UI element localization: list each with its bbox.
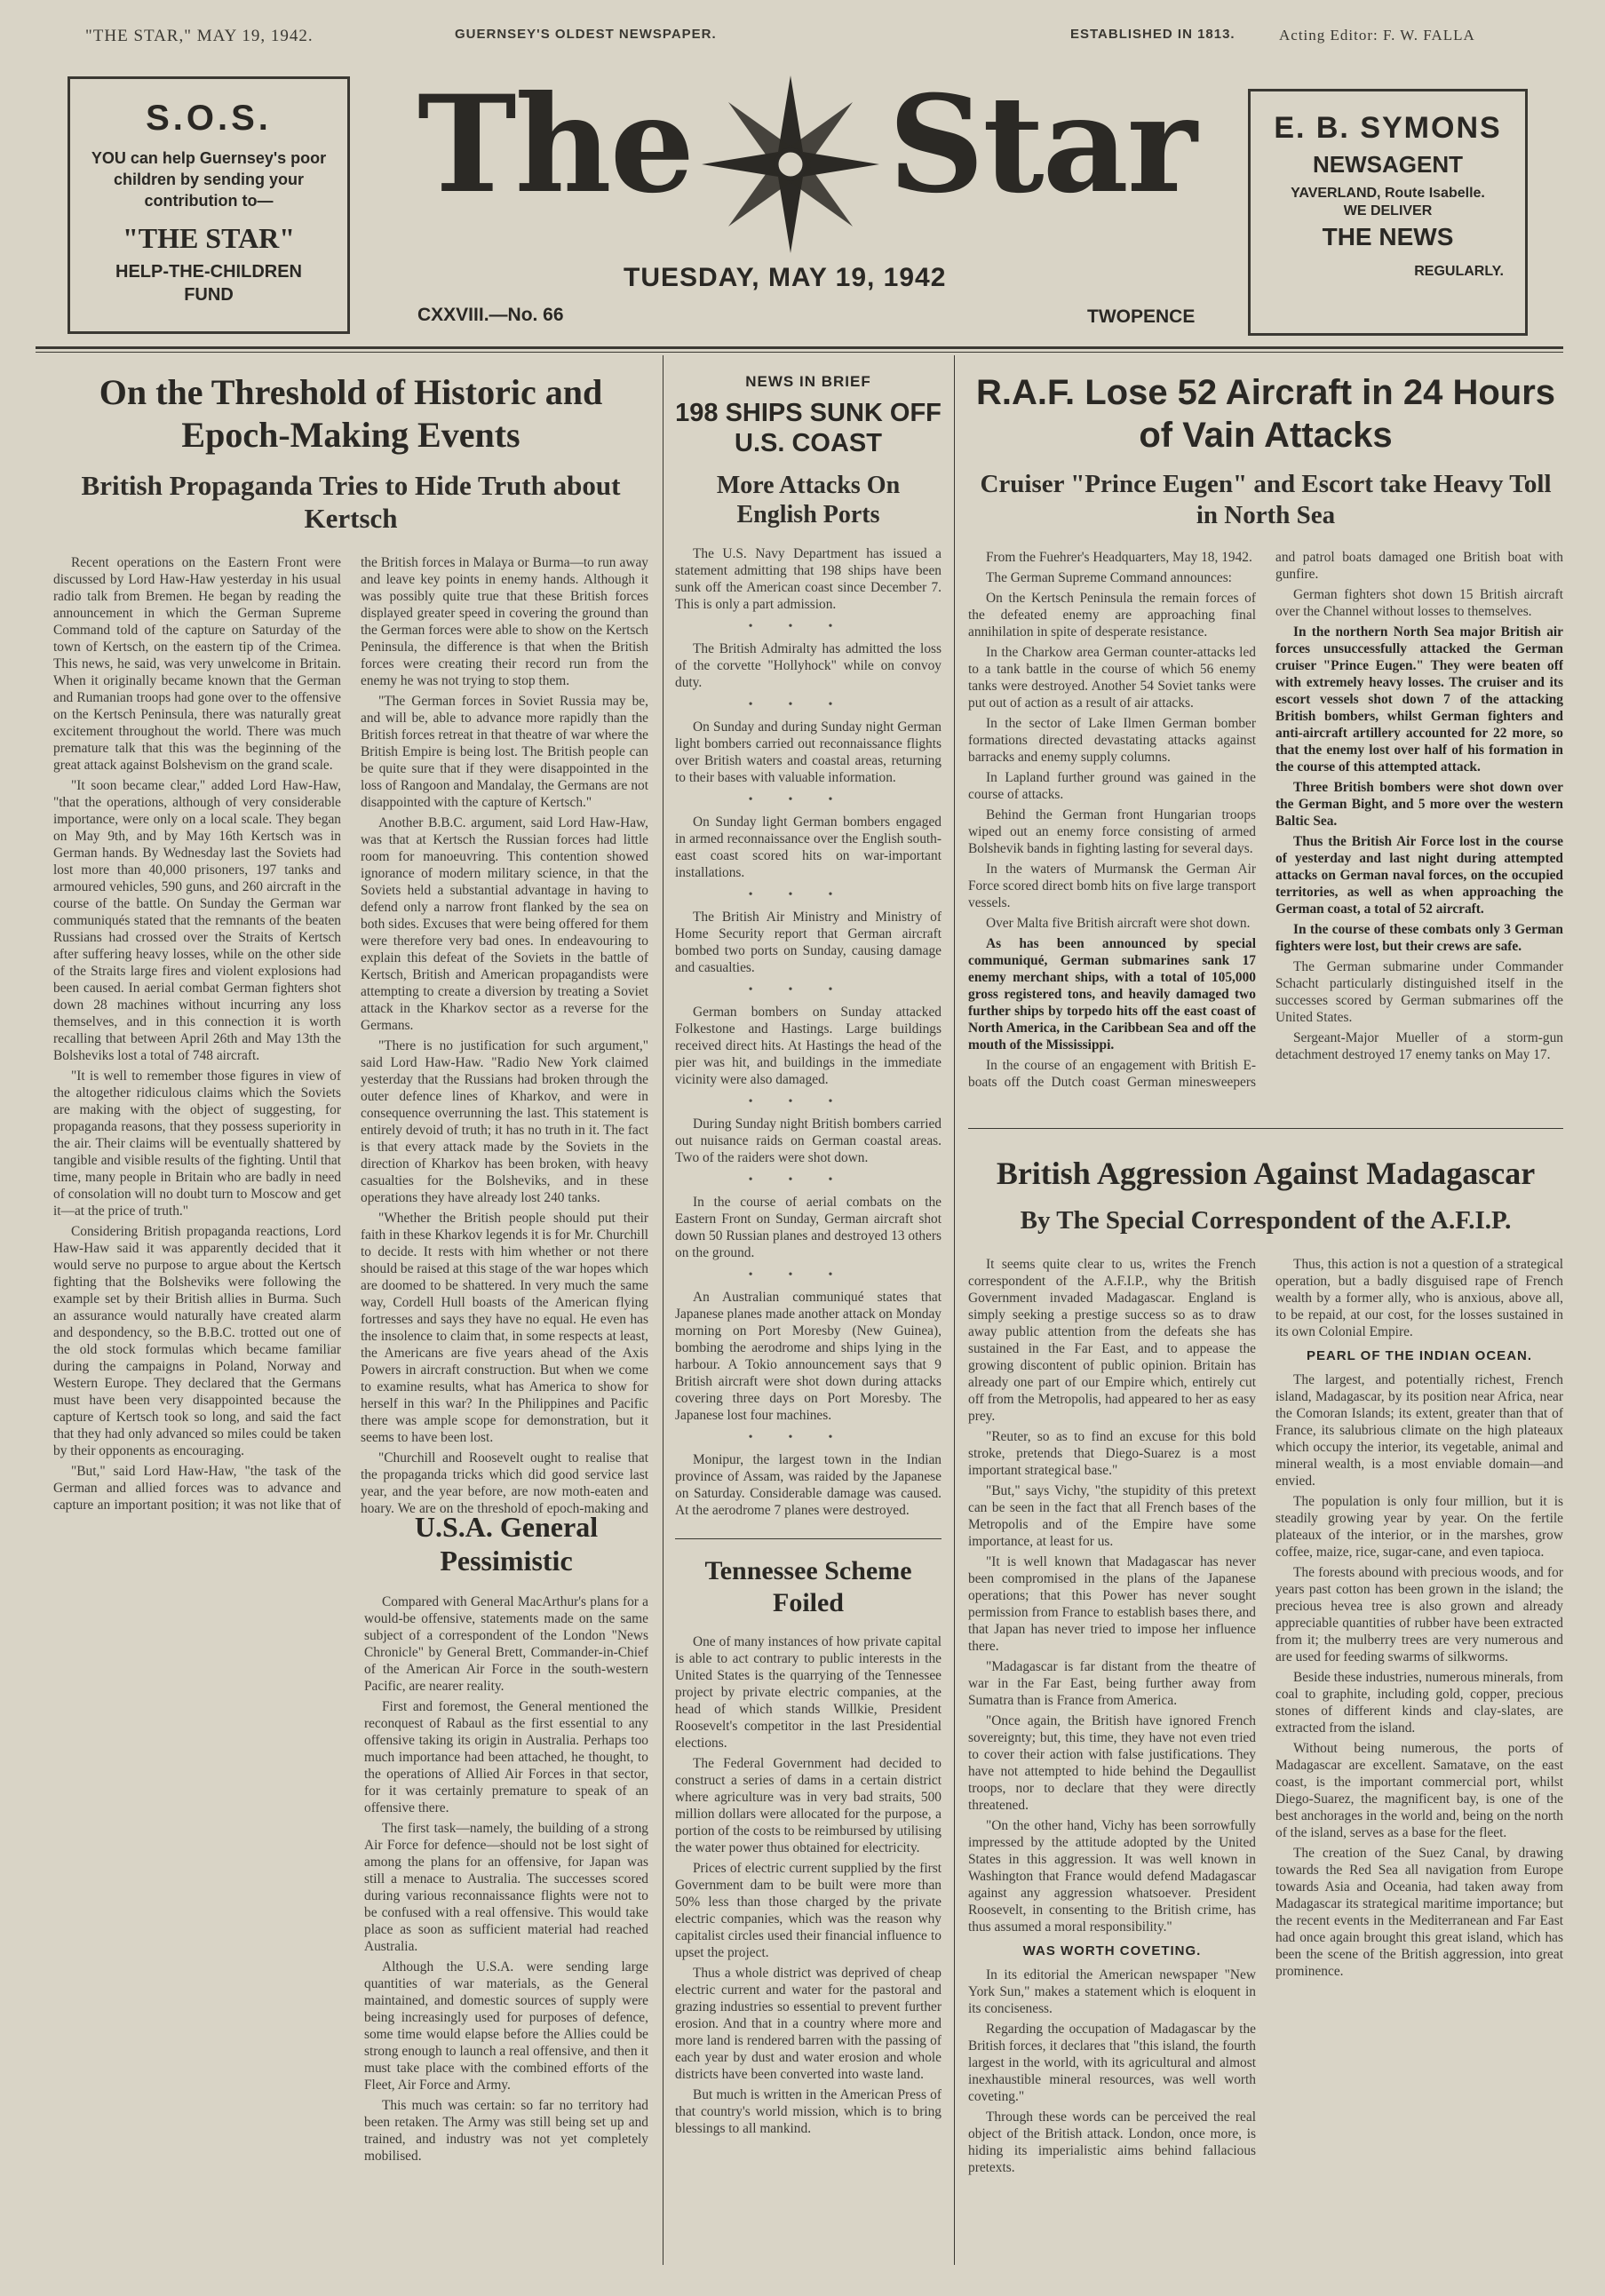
raf-paragraph: The German submarine under Commander Schacht particularly distinguished itself in the successes scored by German submarines off the United States. <box>1275 959 1563 1025</box>
usa-paragraph: Although the U.S.A. were sending large quantities of war materials, as the General maintained, and domestic sources of supply were being increasingly used for purposes of defence, some time would elapse before the Allies could be strong enough to launch a real offensive, and then it must take place with the combined efforts of the Fleet, Air Force and Army. <box>364 1959 648 2093</box>
sos-box <box>68 76 350 334</box>
threshold-paragraph: "Whether the British people should put their faith in these Kharkov legends it is for Mr. Churchill to decide. It rests with him whether or not there should be raised at this stage of the war hopes which are doomed to be shattered. In very much the same way, Cordell Hull boasts of the American flying fortresses and says they have no equal. He even has the insolence to claim that, in some respects at least, the Americans are five years ahead of the Axis Powers in aircraft construction. But when we come to examine results, what has America to show for herself in this war? In the Philippines and Pacific there was ample scope for demonstration, but it seems to have been lost. <box>361 1211 648 1445</box>
masthead-rule-thin <box>36 352 1563 353</box>
usa-paragraph: This much was certain: so far no territory had been retaken. The Army was still being set up and trained, and industry was not yet completely mobilised. <box>364 2098 648 2164</box>
madagascar-paragraph: Thus, this action is not a question of a strategical operation, but a badly disguised rape of French wealth by a former ally, who is anxious, above all, to be repaid, at our cost, for the losses sustained in its own Colonial Empire. <box>1275 1257 1563 1339</box>
threshold-paragraph: "The German forces in Soviet Russia may be, and will be, able to advance more rapidly than the British forces retreat in that theatre of war where the British Empire is being lost. The British people can be quite sure that if they were disappointed in the loss of Rangoon and Mandalay, the Germans are not disappointed with the capture of Kertsch." <box>361 694 648 810</box>
raf-body <box>968 549 1563 1100</box>
madagascar-body <box>968 1256 1563 2189</box>
issue-price: TWOPENCE <box>1087 306 1196 327</box>
threshold-body <box>53 554 648 1522</box>
raf-paragraph: German fighters shot down 15 British aircraft over the Channel without losses to themselves. <box>1275 587 1563 619</box>
madagascar-paragraph: Beside these industries, numerous minerals, from coal to graphite, including gold, copper, precious stones of different kinds and clay-slates, are extracted from the island. <box>1275 1670 1563 1736</box>
sos-text: YOU can help Guernsey's poor children by sending your contribution to— <box>91 149 327 210</box>
brief-item: An Australian communiqué states that Japanese planes made another attack on Monday morning on Port Moresby (New Guinea), bombing the aerodrome and ships lying in the harbour. A Tokio announcement says that 9 British aircraft were shot down during attacks covering three days on Port Moresby. The Japanese lost four machines. <box>675 1290 942 1423</box>
tennessee-paragraph: The Federal Government had decided to construct a series of dams in a certain district where agriculture was in very bad straits, 500 million dollars were allocated for the purpose, a portion of the costs to be reimbursed by utilising the water power thus obtained for electricity. <box>675 1756 942 1855</box>
topline-established: ESTABLISHED IN 1813. <box>1070 27 1236 42</box>
pearl-heading: PEARL OF THE INDIAN OCEAN. <box>1306 1348 1533 1363</box>
masthead-the: The <box>417 67 694 223</box>
raf-paragraph: On the Kertsch Peninsula the remain forces of the defeated enemy are approaching final annihilation in spite of desperate resistance. <box>968 591 1256 640</box>
tennessee-paragraph: Thus a whole district was deprived of cheap electric current and water for the pastoral and grazing industries so essential to prevent further erosion. And that in a country where more and more land is rendered barren with the passing of each year by dust and water erosion and whole districts have been converted into waste land. <box>675 1966 942 2082</box>
separator-dots: ••• <box>748 698 869 711</box>
brief-item: On Sunday and during Sunday night German light bombers carried out reconnaissance flights over British waters and coastal areas, returning to their bases with valuable information. <box>675 719 942 785</box>
raf-paragraph: In Lapland further ground was gained in the course of attacks. <box>968 770 1256 802</box>
topline-date: "THE STAR," MAY 19, 1942. <box>85 27 314 45</box>
compass-star-icon <box>688 71 893 258</box>
madagascar-paragraph: "On the other hand, Vichy has been sorrowfully impressed by the attitude adopted by the United States in this aggression. It was well known in Washington that France would defend Madagascar against any aggression whatsoever. President Roosevelt, in consenting to the British crime, has thus assumed a moral responsibility." <box>968 1818 1256 1935</box>
usa-headline: U.S.A. General Pessimistic <box>414 1511 599 1577</box>
masthead-rule <box>36 346 1563 349</box>
threshold-paragraph: Recent operations on the Eastern Front were discussed by Lord Haw-Haw yesterday in his usual radio talk from Bremen. He began by reading the announcement in which the German Supreme Command told of the capture on Saturday of the town of Kertsch, on the eastern tip of the Crimea. This news, he said, was very unwelcome in Britain. When it originally became known that the German and Rumanian troops had gone over to the offensive on the Kertsch Peninsula, there was naturally great excitement throughout the world. There was much premature talk that this was the beginning of the great attack against Bolshevism on the grand scale. <box>53 555 341 773</box>
madagascar-paragraph: Through these words can be perceived the real object of the British attack. London, once more, is hiding its imperialistic aims behind fallacious pretexts. <box>968 2109 1256 2175</box>
tennessee-body <box>675 1633 942 2137</box>
threshold-headline: On the Threshold of Historic and Epoch-Making Events <box>99 372 603 455</box>
madagascar-paragraph: "But," says Vichy, "the stupidity of this pretext can be seen in the fact that all French bases of the Metropolis and of the Empire have some importance, at least for us. <box>968 1483 1256 1549</box>
topline-slogan: GUERNSEY'S OLDEST NEWSPAPER. <box>455 27 717 42</box>
brief-headline: 198 SHIPS SUNK OFF U.S. COAST <box>675 399 942 457</box>
raf-paragraph: Sergeant-Major Mueller of a storm-gun detachment destroyed 17 enemy tanks on May 17. <box>1275 1030 1563 1062</box>
raf-headline: R.A.F. Lose 52 Aircraft in 24 Hours of Vain Attacks <box>975 373 1556 455</box>
threshold-paragraph: Considering British propaganda reactions, Lord Haw-Haw said it was apparently decided that it would serve no purpose to argue about the Kertsch fighting that the Bolsheviks were following the example set by their British allies in Burma. Such an assurance would naturally have created alarm and despondency, so the B.B.C. trotted out one of the old stock formulas which became familiar during the campaigns in Poland, Norway and Western Europe. They declared that the Germans must have been very disappointed because the capture of Kertsch took so long, and said the fact that they had only advanced so miles could be taken by their opponents as encouraging. <box>53 1224 341 1458</box>
raf-subhead: Cruiser "Prince Eugen" and Escort take Heavy Toll in North Sea <box>980 470 1552 529</box>
separator-dots: ••• <box>748 620 869 633</box>
brief-item: The U.S. Navy Department has issued a statement admitting that 198 ships have been sunk off the American coast since December 7. This is only a part admission. <box>675 546 942 612</box>
madagascar-paragraph: "Once again, the British have ignored French sovereignty; but, this time, they have not even tried to cover their action with false justifications. They have not attempted to hide behind the Degaullist troops, nor to declare that they were directly threatened. <box>968 1713 1256 1813</box>
separator-dots: ••• <box>748 1095 869 1108</box>
article-madagascar <box>968 1141 1563 2274</box>
symons-box <box>1248 89 1528 336</box>
sos-paper: "THE STAR" <box>122 222 296 254</box>
issue-date: TUESDAY, MAY 19, 1942 <box>624 263 947 292</box>
raf-bold-paragraph: In the northern North Sea major British air forces unsuccessfully attacked the German cruiser "Prince Eugen." They were beaten off with extremely heavy losses. The cruiser and its escort vessels shot down 7 of the attacking British bombers, whilst German fighters and anti-aircraft artillery accounted for 22 more, so that the enemy lost over half of his formation in the course of this attempted attack. <box>1275 624 1563 775</box>
symons-address: YAVERLAND, Route Isabelle. <box>1291 186 1485 201</box>
symons-name: E. B. SYMONS <box>1274 111 1502 145</box>
madagascar-paragraph: Regarding the occupation of Madagascar by the British forces, it declares that "this island, the fourth largest in the world, with its agricultural and almost inexhaustible mineral resources, was well worth coveting." <box>968 2022 1256 2104</box>
threshold-paragraph: "It soon became clear," added Lord Haw-Haw, "that the operations, although of very considerable importance, were only on a local scale. They began on May 9th, and by May 16th Kertsch was in German hands. By Wednesday last the Soviets had lost more than 40,000 prisoners, 197 tanks and armoured vehicles, 590 guns, and 260 aircraft in the course of the battle. On Sunday the German war communiqués stated that the remnants of the beaten Russians had crossed over the Straits of Kertsch after suffering heavy losses, while on the other side of the Straits large fires and violent explosions had been caused. In aerial combat German fighters shot down 28 machines without incurring any loss themselves, and in this connection it is worth recalling that between April 26th and May 13th the Bolsheviks lost a total of 748 aircraft. <box>53 778 341 1063</box>
raf-bold-paragraph: As has been announced by special communiqué, German submarines sank 17 enemy merchant ships, with a total of 105,000 gross registered tons, and heavily damaged two further ships by torpedo hits off the east coast of North America, in the Caribbean Sea and off the mouth of the Mississippi. <box>968 936 1256 1053</box>
tennessee-paragraph: Prices of electric current supplied by the first Government dam to be built were more than 50% less than those charged by the private electric companies, which was the reason why capitalist circles used their financial influence to upset the project. <box>675 1861 942 1960</box>
article-tennessee <box>675 1538 942 2137</box>
usa-body <box>364 1593 648 2165</box>
separator-dots: ••• <box>748 1431 869 1444</box>
raf-paragraph: In the course of an engagement with British E-boats off the Dutch coast German minesweepers and patrol boats damaged one British boat with gunfire. <box>968 550 1563 1090</box>
threshold-paragraph: Another B.B.C. argument, said Lord Haw-Haw, was that at Kertsch the Russian forces had little room for manoeuvring. This contention showed ignorance of modern military science, in that the Soviets held a substantial advantage in having to defend only a narrow front flanked by the sea on both sides. Excuses that were being offered for them were therefore very bad ones. In endeavouring to explain this defeat of the Soviets in the battle of Kertsch, British and American propagandists were attempting to create a diversion by treating a Soviet attack in the Kharkov sector as a reverse for the Germans. <box>361 815 648 1033</box>
brief-item: The British Air Ministry and Ministry of Home Security report that German aircraft bombed two ports on Sunday, causing damage and casualties. <box>675 910 942 975</box>
threshold-subhead: British Propaganda Tries to Hide Truth about Kertsch <box>81 470 621 534</box>
symons-news: THE NEWS <box>1322 223 1454 250</box>
madagascar-paragraph: The creation of the Suez Canal, by drawing towards the Red Sea all navigation from Europe towards Asia and Oceania, had taken away from Madagascar its strategical maritime importance; but the recent events in the Mediterranean and Far East had once again brought this great island, which has been the scene of the British aggression, into great prominence. <box>1275 1846 1563 1979</box>
section-rule-right <box>968 1128 1563 1129</box>
raf-paragraph: From the Fuehrer's Headquarters, May 18, 1942. <box>986 550 1252 565</box>
article-raf <box>968 364 1563 1124</box>
sos-title: S.O.S. <box>146 99 272 138</box>
madagascar-paragraph: "Madagascar is far distant from the theatre of war in the Far East, being further away from Sumatra than is France from America. <box>968 1659 1256 1708</box>
threshold-paragraph: "It is well to remember those figures in view of the altogether ridiculous claims which the Soviets are making with the object of suggesting, for propaganda reasons, that they possess superiority in the air. Their claims will be eventually shattered by tangible and visible results of the fighting. Until that time, many people in Britain who are badly in need of consolation will no doubt turn to Moscow and get it—at the price of truth." <box>53 1069 341 1219</box>
madagascar-paragraph: Without being numerous, the ports of Madagascar are excellent. Samatave, on the east coast, is the important commercial port, whilst Diego-Suarez, the magnificent bay, is one of the best anchorages in the world and, being on the north of the island, serves as a base for the fleet. <box>1275 1741 1563 1840</box>
brief-item: Monipur, the largest town in the Indian province of Assam, was raided by the Japanese on Saturday. Considerable damage was caused. At the aerodrome 7 planes were destroyed. <box>675 1452 942 1518</box>
madagascar-paragraph: The forests abound with precious woods, and for years past cotton has been grown in the island; the precious hevea tree is also grown and already appreciable quantities of rubber have been extracted from it; the mulberry trees are very numerous and are used for feeding swarms of silkworms. <box>1275 1565 1563 1664</box>
madagascar-paragraph: The largest, and potentially richest, French island, Madagascar, by its position near Africa, near the Comoran Islands; its extent, greater than that of France, its salubrious climate on the high plateaux which occupy the interior, its vegetable, animal and mineral wealth, is a most enviable domain—and envied. <box>1275 1372 1563 1489</box>
madagascar-headline: British Aggression Against Madagascar <box>996 1156 1536 1191</box>
threshold-paragraph: "Churchill and Roosevelt ought to realise that the propaganda tricks which did good service last year, and the year before, are now moth-eaten and hoary. We are on the threshold of epoch-making and <box>361 1450 648 1516</box>
tennessee-headline: Tennessee Scheme Foiled <box>704 1556 912 1617</box>
raf-paragraph: In the waters of Murmansk the German Air Force scored direct bomb hits on five large transport vessels. <box>968 862 1256 910</box>
madagascar-paragraph: "It is well known that Madagascar has never been compromised in the plans of the Japanese operations; that this Power has never sought permission from France to establish bases there, and that Japan has never tried to impose her influence there. <box>968 1554 1256 1654</box>
madagascar-paragraph: The population is only four million, but it is steadily growing year by year. On the fertile plateaux of the interior, or in the marshes, grow coffee, maize, rice, sugar-cane, and even tapioca. <box>1275 1494 1563 1560</box>
article-threshold <box>53 364 648 2274</box>
brief-item: The British Admiralty has admitted the loss of the corvette "Hollyhock" while on convoy duty. <box>675 641 942 690</box>
usa-paragraph: Compared with General MacArthur's plans for a would-be offensive, statements made on the same subject of a correspondent of the London "News Chronicle" by General Brett, Commander-in-Chief of the American Air Force in the south-western Pacific, are nearer reality. <box>364 1594 648 1694</box>
tennessee-paragraph: One of many instances of how private capital is able to act contrary to public interests in the United States is the quarrying of the Tennessee project by private electric companies, at the head of which stands Willkie, President Roosevelt's competitor in the last Presidential elections. <box>675 1634 942 1751</box>
symons-regularly: REGULARLY. <box>1414 264 1504 279</box>
raf-bold-paragraph: Thus the British Air Force lost in the course of yesterday and last night during attempted attacks on German naval forces, on the occupied territories, as well as when approaching the German coast, a total of 52 aircraft. <box>1275 834 1563 917</box>
separator-dots: ••• <box>748 1173 869 1187</box>
raf-paragraph: In the Charkow area German counter-attacks led to a tank battle in the course of which 56 enemy tanks were destroyed. Another 54 Soviet tanks were put out of action as a result of air attacks. <box>968 645 1256 711</box>
raf-bold-paragraph: In the course of these combats only 3 German fighters were lost, but their crews are safe. <box>1275 922 1563 954</box>
masthead-star: Star <box>888 67 1196 223</box>
raf-paragraph: The German Supreme Command announces: <box>986 570 1232 585</box>
issue-number: CXXVIII.—No. 66 <box>417 305 564 325</box>
brief-item: On Sunday light German bombers engaged in armed reconnaissance over the English south-east coast scored hits on war-important installations. <box>675 814 942 880</box>
coveting-heading: WAS WORTH COVETING. <box>1022 1943 1202 1958</box>
raf-paragraph: Behind the German front Hungarian troops wiped out an enemy force consisting of armed Bolshevik bands in fighting lasting for several days. <box>968 807 1256 856</box>
separator-dots: ••• <box>748 1268 869 1282</box>
brief-item: During Sunday night British bombers carried out nuisance raids on German coastal areas. Two of the raiders were shot down. <box>675 1116 942 1165</box>
threshold-paragraph: "But," said Lord Haw-Haw, "the task of the German and allied forces was to advance and capture an important position; it was not like that of the British forces in Malaya or Burma—to run away and leave key points in enemy hands. Although it was possibly quite true that these British forces displayed greater speed in covering the ground than the German forces were able to show on the Kertsch Peninsula, the difference is that when the British forces were creating their record run from the enemy he was not trying to stop them. <box>53 555 648 1513</box>
raf-paragraph: Over Malta five British aircraft were shot down. <box>986 916 1251 931</box>
raf-bold-paragraph: Three British bombers were shot down over the German Bight, and 5 more over the western Baltic Sea. <box>1275 780 1563 829</box>
column-rule-2 <box>954 355 955 2265</box>
brief-body <box>675 545 942 1519</box>
brief-subhead: More Attacks On English Ports <box>716 472 901 528</box>
symons-deliver: WE DELIVER <box>1343 203 1433 218</box>
sos-fund: HELP-THE-CHILDREN FUND <box>115 262 302 305</box>
tennessee-paragraph: But much is written in the American Press of that country's world mission, which is to bring blessings to all mankind. <box>675 2087 942 2136</box>
brief-label: NEWS IN BRIEF <box>745 373 871 390</box>
madagascar-paragraph: It seems quite clear to us, writes the French correspondent of the A.F.I.P., why the British Government invaded Madagascar. England is simply seeking a prestige success so as to draw away public attention from the defeats she has sustained in the Far East, and to appease the growing discontent of public opinion. Britain has already one part of our Empire which, entirely cut off from the Metropolis, had appeared to her as easy prey. <box>968 1257 1256 1424</box>
brief-item: German bombers on Sunday attacked Folkestone and Hastings. Large buildings received direct hits. At Hastings the head of the pier was hit, and buildings in the immediate vicinity were also damaged. <box>675 1005 942 1087</box>
raf-paragraph: In the sector of Lake Ilmen German bomber formations directed devastating attacks against barracks and enemy supply columns. <box>968 716 1256 765</box>
symons-role: NEWSAGENT <box>1313 151 1463 178</box>
separator-dots: ••• <box>748 888 869 902</box>
madagascar-paragraph: "Reuter, so as to find an excuse for this bold stroke, pretends that Diego-Suarez is a most important strategical base." <box>968 1429 1256 1478</box>
topline-editor: Acting Editor: F. W. FALLA <box>1279 27 1475 44</box>
madagascar-paragraph: In its editorial the American newspaper "New York Sun," makes a statement which is eloquent in its conciseness. <box>968 1967 1256 2016</box>
usa-paragraph: The first task—namely, the building of a strong Air Force for defence—should not be lost sight of among the plans for an offensive, for Japan was still a menace to Australia. The successes scored during various reconnaissance flights were not to be confused with a real offensive. This would take place as soon as sufficient material had reached Australia. <box>364 1821 648 1954</box>
separator-dots: ••• <box>748 983 869 997</box>
brief-item: In the course of aerial combats on the Eastern Front on Sunday, German aircraft shot down 50 Russian planes and destroyed 13 others on the ground. <box>675 1195 942 1260</box>
madagascar-subhead: By The Special Correspondent of the A.F.I.P. <box>1020 1206 1512 1235</box>
threshold-paragraph: "There is no justification for such argument," said Lord Haw-Haw. "Radio New York claimed yesterday that the Russians had broken through the outer defence lines of Kharkov, and were in consequence overrunning the last. This statement is entirely devoid of truth; it has no truth in it. The fact is that every attack made by the Soviets in the direction of Kharkov has been broken, with heavy casualties for the Bolsheviks, and in these operations they have already lost 240 tanks. <box>361 1038 648 1205</box>
article-news-in-brief <box>675 364 942 2274</box>
usa-paragraph: First and foremost, the General mentioned the reconquest of Rabaul as the first essential to any offensive taking its origin in Australia. Perhaps too much importance had been attached, he thought, to the operations of Allied Air Forces in that sector, for it was certainly premature to speak of an offensive there. <box>364 1699 648 1815</box>
separator-dots: ••• <box>748 793 869 806</box>
masthead <box>417 67 1196 249</box>
article-usa <box>364 1510 648 2274</box>
